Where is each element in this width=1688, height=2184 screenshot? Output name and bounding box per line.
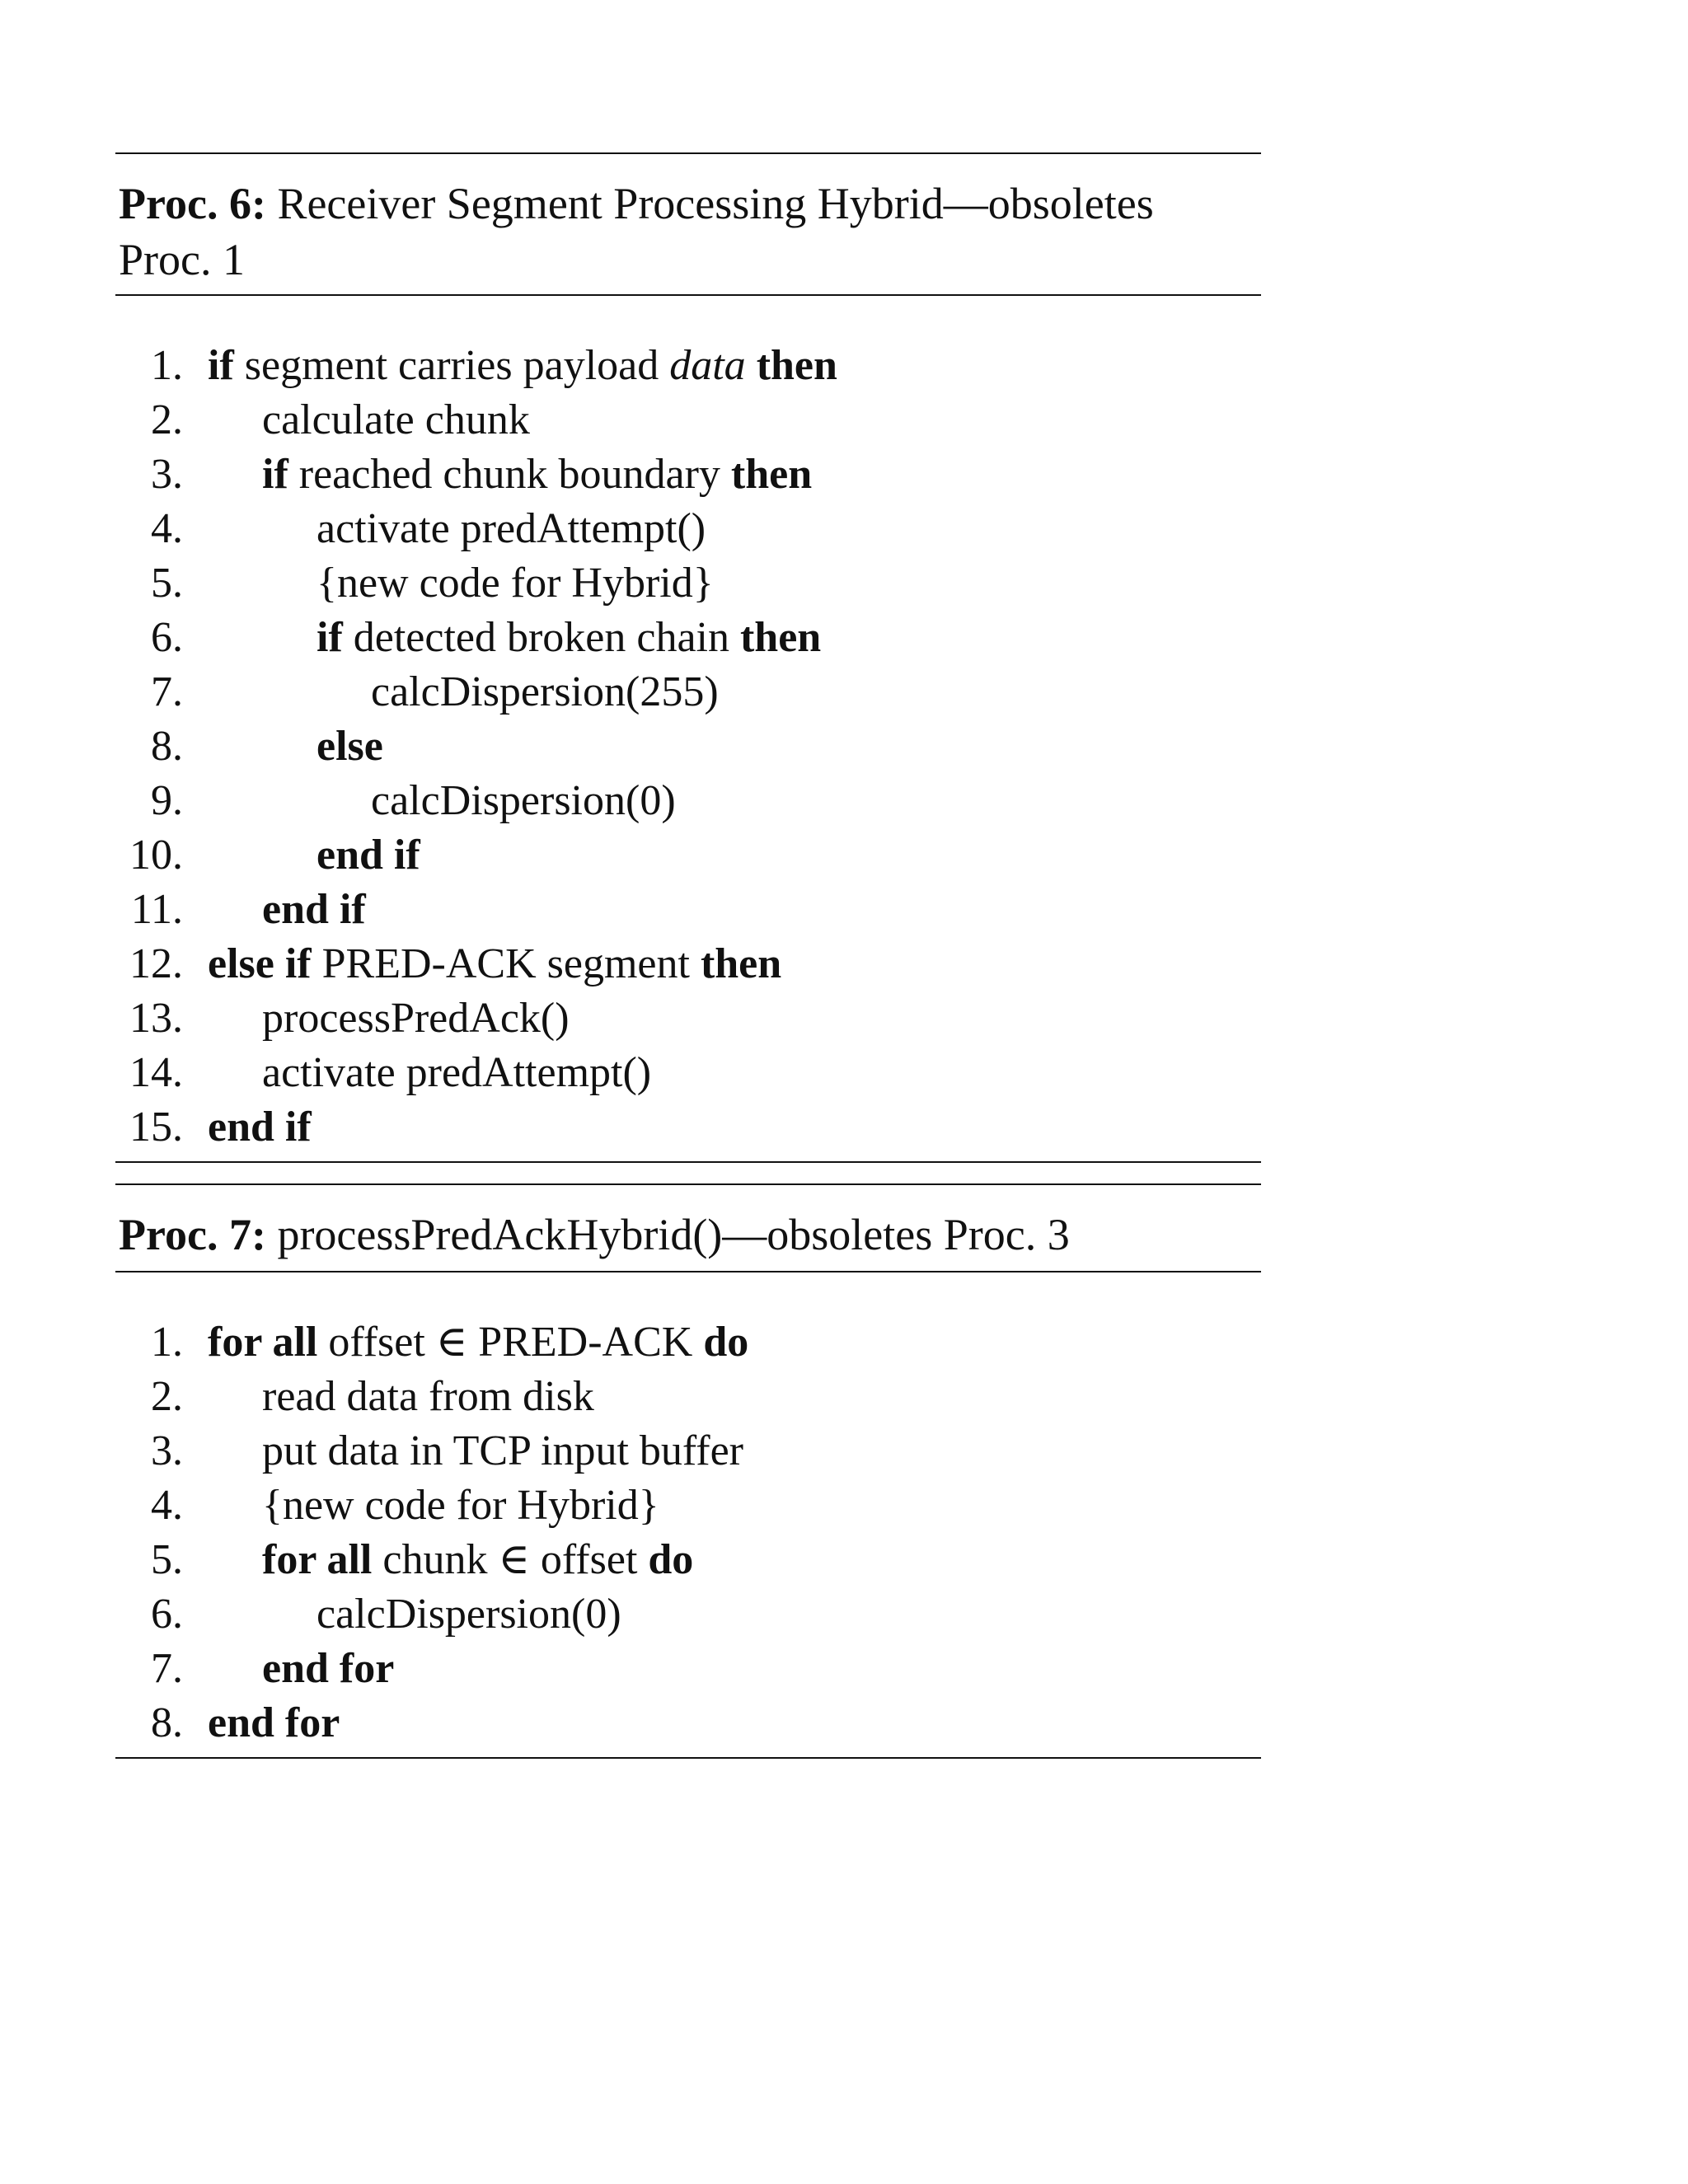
line-number: 7. bbox=[151, 668, 183, 715]
text: read data from disk bbox=[262, 1373, 594, 1420]
line-number: 6. bbox=[151, 614, 183, 661]
bottom-rule bbox=[115, 1161, 1261, 1163]
line-number: 10. bbox=[129, 832, 183, 879]
code-line bbox=[115, 1696, 1261, 1750]
code-text bbox=[316, 611, 821, 665]
line-number: 13. bbox=[129, 995, 183, 1042]
procedure-title bbox=[115, 1185, 1261, 1271]
bottom-rule bbox=[115, 1757, 1261, 1759]
code-line bbox=[115, 774, 1261, 828]
text: segment carries payload bbox=[233, 342, 670, 389]
pseudocode-block bbox=[115, 1272, 1261, 1757]
code-line bbox=[115, 937, 1261, 991]
code-text bbox=[371, 774, 676, 828]
procedure-label: Proc. 7: bbox=[119, 1210, 266, 1259]
code-line bbox=[115, 393, 1261, 448]
procedure-title-text: processPredAckHybrid()—obsoletes Proc. 3 bbox=[277, 1210, 1070, 1259]
line-number: 1. bbox=[151, 342, 183, 389]
line-number: 8. bbox=[151, 723, 183, 770]
text: calculate chunk bbox=[262, 396, 530, 443]
code-line bbox=[115, 991, 1261, 1046]
keyword: then bbox=[700, 940, 782, 987]
procedure-title-continuation: Proc. 1 bbox=[119, 235, 245, 284]
keyword: do bbox=[703, 1319, 749, 1366]
code-text bbox=[262, 1533, 693, 1587]
procedure-6-box bbox=[115, 152, 1261, 1163]
pseudocode-block bbox=[115, 296, 1261, 1161]
keyword: for all bbox=[208, 1319, 318, 1366]
line-number: 14. bbox=[129, 1049, 183, 1096]
text: calcDispersion(255) bbox=[371, 668, 719, 715]
line-number: 3. bbox=[151, 451, 183, 498]
keyword: then bbox=[730, 451, 813, 498]
code-text bbox=[262, 1370, 594, 1424]
keyword: end for bbox=[262, 1645, 395, 1692]
code-text bbox=[208, 937, 781, 991]
keyword: then bbox=[756, 342, 837, 389]
procedure-7-box bbox=[115, 1183, 1261, 1759]
code-line bbox=[115, 1100, 1261, 1155]
text: calcDispersion(0) bbox=[316, 1591, 621, 1638]
line-number: 4. bbox=[151, 505, 183, 552]
keyword: if bbox=[208, 342, 234, 389]
keyword: end if bbox=[208, 1104, 312, 1151]
line-number: 2. bbox=[151, 1373, 183, 1420]
keyword: then bbox=[739, 614, 822, 661]
code-text bbox=[208, 1696, 340, 1750]
code-line bbox=[115, 1424, 1261, 1479]
text: PRED-ACK segment bbox=[311, 940, 701, 987]
code-line bbox=[115, 1533, 1261, 1587]
text: offset ∈ PRED-ACK bbox=[317, 1319, 704, 1366]
code-line bbox=[115, 665, 1261, 719]
code-text bbox=[371, 665, 719, 719]
code-line bbox=[115, 502, 1261, 556]
code-text bbox=[316, 502, 706, 556]
line-number: 3. bbox=[151, 1427, 183, 1474]
code-text bbox=[208, 339, 837, 393]
line-number: 11. bbox=[130, 886, 183, 933]
keyword: if bbox=[262, 451, 288, 498]
text: activate predAttempt() bbox=[262, 1049, 652, 1096]
text: {new code for Hybrid} bbox=[262, 1482, 659, 1529]
text: put data in TCP input buffer bbox=[262, 1427, 743, 1474]
text: {new code for Hybrid} bbox=[316, 560, 714, 607]
code-text bbox=[316, 556, 714, 611]
keyword: do bbox=[648, 1536, 694, 1583]
text: activate predAttempt() bbox=[316, 505, 706, 552]
code-text bbox=[316, 719, 383, 774]
line-number: 9. bbox=[151, 777, 183, 824]
line-number: 7. bbox=[151, 1645, 183, 1692]
code-line bbox=[115, 611, 1261, 665]
text: calcDispersion(0) bbox=[371, 777, 676, 824]
procedure-label: Proc. 6: bbox=[119, 179, 266, 228]
code-line bbox=[115, 1642, 1261, 1696]
keyword: end if bbox=[262, 886, 366, 933]
text: processPredAck() bbox=[262, 995, 570, 1042]
keyword: else if bbox=[208, 940, 312, 987]
line-number: 4. bbox=[151, 1482, 183, 1529]
line-number: 8. bbox=[151, 1699, 183, 1746]
code-line bbox=[115, 1046, 1261, 1100]
line-number: 12. bbox=[129, 940, 183, 987]
keyword: end if bbox=[316, 832, 420, 879]
text: reached chunk boundary bbox=[288, 451, 731, 498]
code-line bbox=[115, 828, 1261, 883]
code-line bbox=[115, 719, 1261, 774]
text: detected broken chain bbox=[342, 614, 740, 661]
keyword: else bbox=[316, 723, 383, 770]
code-text bbox=[262, 1479, 659, 1533]
code-line bbox=[115, 1587, 1261, 1642]
procedure-title bbox=[115, 154, 1261, 294]
code-text bbox=[208, 1315, 748, 1370]
text: chunk ∈ offset bbox=[372, 1536, 649, 1583]
line-number: 15. bbox=[129, 1104, 183, 1151]
keyword: end for bbox=[208, 1699, 340, 1746]
code-line bbox=[115, 883, 1261, 937]
italic-text: data bbox=[669, 342, 746, 389]
keyword: for all bbox=[262, 1536, 373, 1583]
code-text bbox=[262, 448, 812, 502]
line-number: 5. bbox=[151, 1536, 183, 1583]
text bbox=[746, 342, 757, 389]
code-line bbox=[115, 448, 1261, 502]
code-text bbox=[208, 1100, 312, 1155]
code-text bbox=[262, 991, 570, 1046]
keyword: if bbox=[316, 614, 343, 661]
code-line bbox=[115, 1479, 1261, 1533]
code-text bbox=[262, 1424, 743, 1479]
line-number: 1. bbox=[151, 1319, 183, 1366]
code-text bbox=[262, 1046, 651, 1100]
code-text bbox=[262, 393, 530, 448]
line-number: 2. bbox=[151, 396, 183, 443]
line-number: 6. bbox=[151, 1591, 183, 1638]
procedure-title-text: Receiver Segment Processing Hybrid—obsoletes bbox=[277, 179, 1154, 228]
code-line bbox=[115, 339, 1261, 393]
code-line bbox=[115, 556, 1261, 611]
code-line bbox=[115, 1315, 1261, 1370]
code-text bbox=[262, 1642, 394, 1696]
line-number: 5. bbox=[151, 560, 183, 607]
code-line bbox=[115, 1370, 1261, 1424]
code-text bbox=[262, 883, 366, 937]
code-text bbox=[316, 828, 420, 883]
code-text bbox=[316, 1587, 621, 1642]
